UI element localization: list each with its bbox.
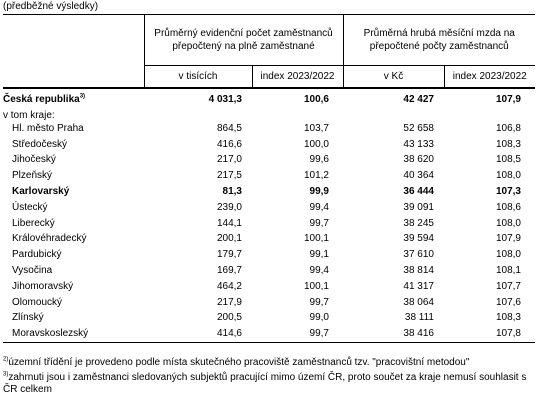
region-name: Jihomoravský xyxy=(12,280,74,292)
table-cell: 38 111 xyxy=(404,312,434,324)
table-cell: 39 091 xyxy=(403,201,434,213)
region-name: Ústecký xyxy=(12,201,48,213)
table-cell: 99,4 xyxy=(309,201,329,213)
country-row xyxy=(3,88,535,109)
table-cell: 108,1 xyxy=(495,265,521,277)
table-cell: 81,3 xyxy=(222,186,242,198)
header-index-wages: index 2023/2022 xyxy=(444,66,535,89)
table-cell: 99,1 xyxy=(309,249,329,261)
table-row xyxy=(3,232,535,248)
region-name: Plzeňský xyxy=(12,170,53,182)
table-cell: 107,9 xyxy=(495,93,521,105)
table-cell: 464,2 xyxy=(216,280,242,292)
v-tom-label: v tom kraje: xyxy=(3,109,55,121)
table-cell: 179,7 xyxy=(216,249,242,261)
table-cell: 99,9 xyxy=(309,186,329,198)
table-cell: 107,7 xyxy=(495,280,521,292)
table-cell: 100,1 xyxy=(303,280,329,292)
region-name: Hl. město Praha xyxy=(12,122,84,134)
table-cell: 414,6 xyxy=(144,326,252,342)
region-name: Královéhradecký xyxy=(12,233,87,245)
table-cell: 200,5 xyxy=(216,312,242,324)
table-cell: 99,7 xyxy=(252,326,343,342)
table-row xyxy=(3,137,535,153)
header-thousands: v tisících xyxy=(144,66,252,89)
table-cell: 108,5 xyxy=(495,154,521,166)
table-cell: 99,7 xyxy=(309,217,329,229)
header-blank-sub xyxy=(3,66,144,89)
table-cell: 100,0 xyxy=(303,138,329,150)
footnote: $^{2)}$územní třídění je provedeno podle místa skutečného pracoviště zaměstnanců tzv. "pracovištní metodou" xyxy=(3,356,470,368)
table-cell: 108,0 xyxy=(495,170,521,182)
table-row xyxy=(3,311,535,327)
table-row xyxy=(3,184,535,200)
table-cell: 144,1 xyxy=(216,217,242,229)
table-cell: 108,0 xyxy=(495,217,521,229)
table-cell: 37 610 xyxy=(403,249,434,261)
table-row xyxy=(3,216,535,232)
table-cell: 108,3 xyxy=(495,312,521,324)
region-name: Liberecký xyxy=(12,217,55,229)
table-cell: 36 444 xyxy=(403,186,434,198)
table-cell: 100,1 xyxy=(303,233,329,245)
table-cell: 107,3 xyxy=(495,186,521,198)
table-cell: 217,5 xyxy=(216,170,242,182)
wages-table xyxy=(3,14,535,343)
table-cell: 108,0 xyxy=(495,249,521,261)
table-cell: 42 427 xyxy=(403,93,434,105)
table-cell: 38 064 xyxy=(403,296,434,308)
table-cell: 100,6 xyxy=(303,93,329,105)
region-name: Karlovarský xyxy=(12,186,70,198)
table-cell: 38 245 xyxy=(403,217,434,229)
table-cell: 99,4 xyxy=(309,265,329,277)
table-note: (předběžné výsledky) xyxy=(3,1,99,12)
table-row xyxy=(3,200,535,216)
region-name: Středočeský xyxy=(12,138,68,150)
table-row xyxy=(3,168,535,184)
table-cell: 416,6 xyxy=(216,138,242,150)
table-cell: 43 133 xyxy=(403,138,434,150)
table-cell: 103,7 xyxy=(303,122,329,134)
table-cell: 107,6 xyxy=(495,296,521,308)
footnotes xyxy=(3,357,533,399)
table-row xyxy=(3,279,535,295)
table-cell: 200,1 xyxy=(216,233,242,245)
table-cell: 52 658 xyxy=(403,122,434,134)
table-cell: 99,6 xyxy=(309,154,329,166)
table-cell: 217,0 xyxy=(216,154,242,166)
region-name: Vysočina xyxy=(12,265,53,277)
table-cell: 38 416 xyxy=(343,326,444,342)
region-name: Moravskoslezský xyxy=(3,326,144,342)
table-cell: 864,5 xyxy=(216,122,242,134)
table-cell: 106,8 xyxy=(495,122,521,134)
region-name: Pardubický xyxy=(12,249,62,261)
table-row xyxy=(3,295,535,311)
table-cell: 38 814 xyxy=(403,265,434,277)
header-wages: Průměrná hrubá měsíční mzda na přepočtené počty zaměstnanců xyxy=(343,15,535,66)
table-cell: 169,7 xyxy=(216,265,242,277)
country-name: Česká republika$^{3)}$ xyxy=(3,93,86,105)
region-name: Zlínský xyxy=(12,312,44,324)
table-cell: 108,6 xyxy=(495,201,521,213)
region-name: Jihočeský xyxy=(12,154,56,166)
table-cell: 108,3 xyxy=(495,138,521,150)
table-cell: 40 364 xyxy=(403,170,434,182)
header-blank xyxy=(3,15,144,66)
table-cell: 41 317 xyxy=(403,280,434,292)
table-row xyxy=(3,121,535,137)
table-cell: 99,7 xyxy=(309,296,329,308)
table-cell: 101,2 xyxy=(303,170,329,182)
table-row xyxy=(3,247,535,263)
table-cell: 39 594 xyxy=(403,233,434,245)
v-tom-row xyxy=(3,109,535,121)
table-row xyxy=(3,153,535,169)
table-cell: 239,0 xyxy=(216,201,242,213)
table-cell: 217,9 xyxy=(216,296,242,308)
table-row xyxy=(3,263,535,279)
table-cell: 107,9 xyxy=(495,233,521,245)
table-cell: 38 620 xyxy=(403,154,434,166)
header-czk: v Kč xyxy=(343,66,444,89)
table-cell: 107,8 xyxy=(444,326,535,342)
table-row xyxy=(3,326,535,342)
region-name: Olomoucký xyxy=(12,296,63,308)
header-index-employees: index 2023/2022 xyxy=(252,66,343,89)
table-cell: 99,0 xyxy=(309,312,329,324)
table-cell: 4 031,3 xyxy=(208,93,242,105)
header-employees: Průměrný evidenční počet zaměstnanců přepočtený na plně zaměstnané xyxy=(144,15,343,66)
footnote: $^{3)}$zahrnuti jsou i zaměstnanci sledovaných subjektů pracující mimo území ČR, proto součet za kraje nemusí souhlasit s ČR celkem xyxy=(3,371,527,395)
